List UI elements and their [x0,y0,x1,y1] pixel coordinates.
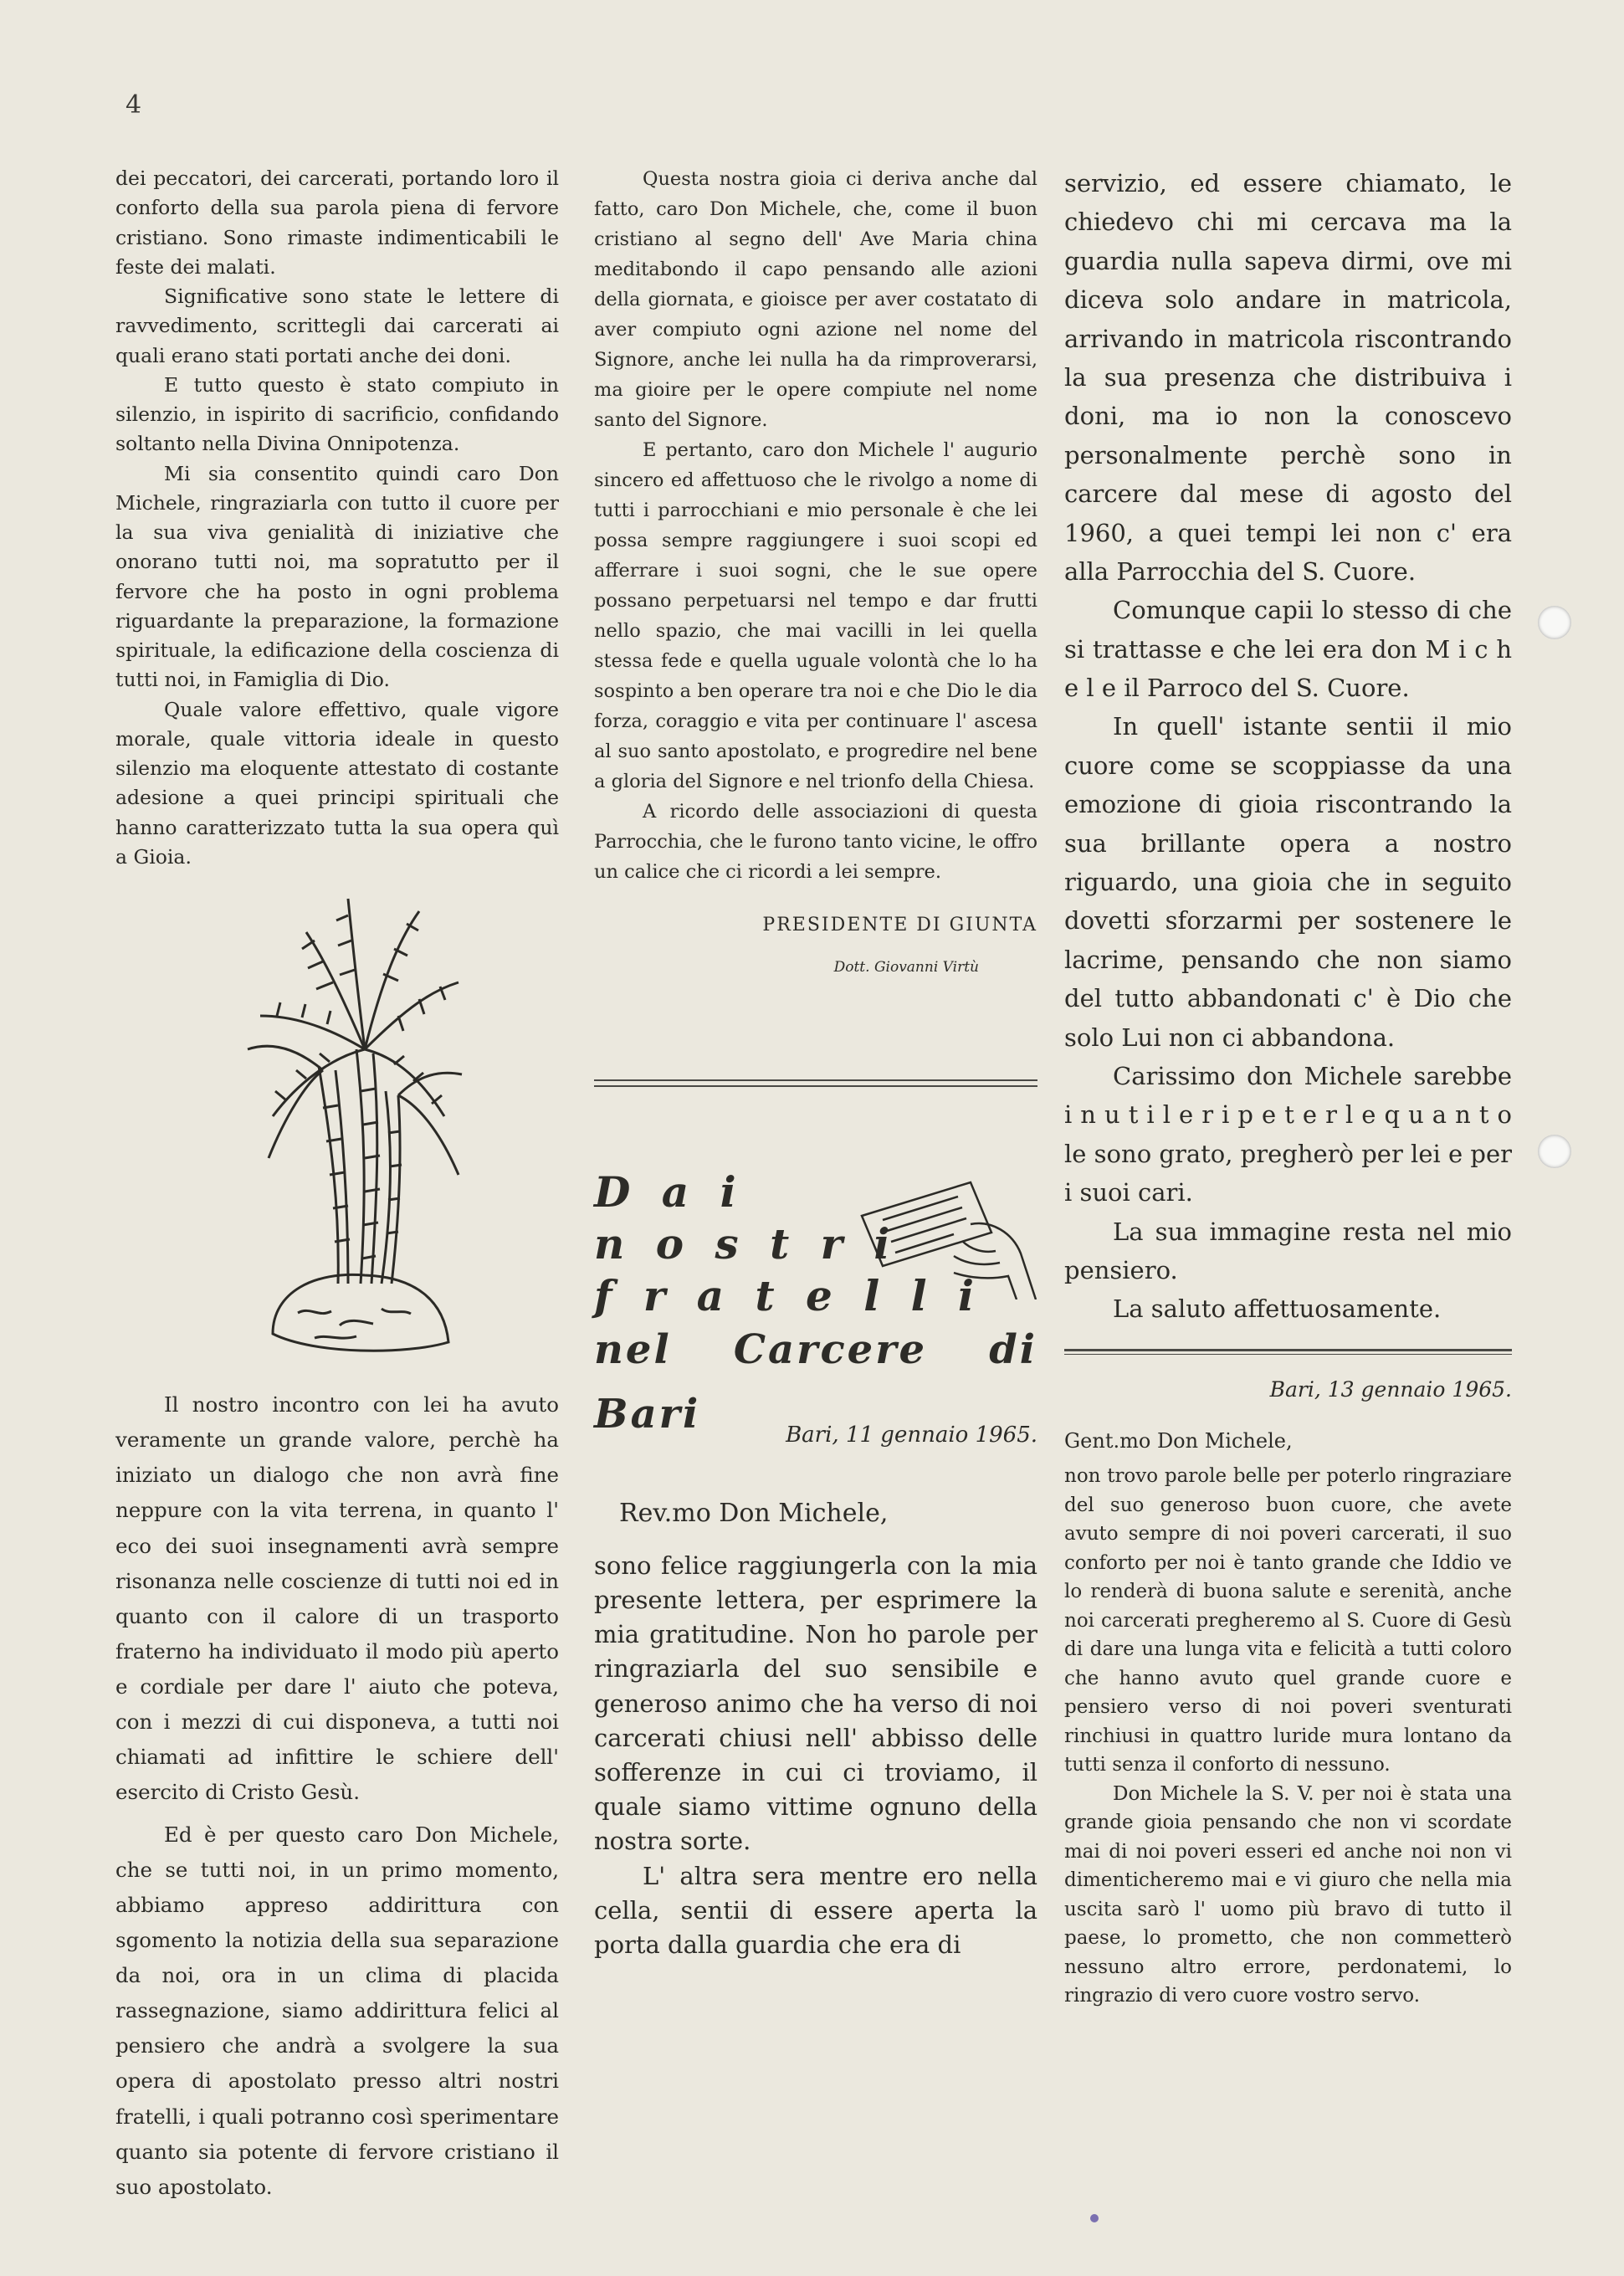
paragraph: In quell' istante sentii il mio cuore come se scoppiasse da una emozione di gioia riscontrando la sua brillante opera a nostro riguardo, una gioia che in seguito dovetti sforzarmi per sostenere le lacrime, pensando che non siamo del tutto abbandonati c' è Dio che solo Lui non ci abbandona. [1064,712,1512,1052]
paragraph: E pertanto, caro don Michele l' augurio sincero ed affettuoso che le rivolgo a nome di tutti i parrocchiani e mio personale è che lei possa sempre raggiungere i suoi scopi ed afferrare i suoi sogni, che le sue opere possano perpetuarsi nel tempo e dar frutti nello spazio, che mai vacilli in lei quella stessa fede e quella uguale volontà che lo ha sospinto a ben operare tra noi e che Dio le dia forza, coraggio e vita per continuare l' ascesa al suo santo apostolato, e progredire nel bene a gloria del Signore e nel trionfo della Chiesa. [594,439,1037,792]
letter-date: Bari, 13 gennaio 1965. [1269,1376,1512,1402]
signature-title: PRESIDENTE DI GIUNTA [762,915,1037,936]
middle-column [594,164,1037,1962]
ink-dot [1090,2214,1099,2222]
paragraph: dei peccatori, dei carcerati, portando loro il conforto della sua parola piena di fervore cristiano. Sono rimaste indimenticabili le feste dei malati. [115,167,559,279]
palm-tree-illustration-icon [239,890,465,1359]
paragraph: Quale valore effettivo, quale vigore morale, quale vittoria ideale in questo silenzio ma eloquente attestato di costante adesione a quei principi spirituali che hanno caratterizzato tutta la sua opera quì a Gioia. [115,697,559,869]
paragraph: E tutto questo è stato compiuto in silenzio, in ispirito di sacrificio, confidando soltanto nella Divina Onnipotenza. [115,372,559,456]
letter-closing: La saluto affettuosamente. [1113,1294,1442,1324]
paragraph: Comunque capii lo stesso di che si trattasse e che lei era don M i c h e l e il Parroco del S. Cuore. [1064,596,1512,703]
heading-line: D a i [594,1167,745,1217]
paragraph: Significative sono state le lettere di ravvedimento, scrittegli dai carcerati ai quali erano stati portati anche dei doni. [115,284,559,367]
page-number: 4 [126,90,142,120]
paragraph: servizio, ed essere chiamato, le chiedevo chi mi cercava ma la guardia nulla sapeva dirmi, ove mi diceva solo andare in matricola, arrivando in matricola riscontrando la sua presenza che distribuiva i doni, ma io non la conoscevo personalmente perchè sono in carcere dal mese di agosto del 1960, a quei tempi lei non c' era alla Parrocchia del S. Cuore. [1064,169,1512,586]
left-column [115,164,559,2205]
paragraph: Questa nostra gioia ci deriva anche dal fatto, caro Don Michele, che, come il buon cristiano al segno dell' Ave Maria china meditabondo il capo pensando alle azioni della giornata, e gioisce per aver costatato di aver compiuto ogni azione nel nome del Signore, anche lei nulla ha da rimproverarsi, ma gioire per le opere compiute nel nome santo del Signore. [594,168,1037,431]
letter-divider [1064,1354,1512,1355]
letter-salutation: Gent.mo Don Michele, [1064,1428,1293,1453]
paragraph: Don Michele la S. V. per noi è stata una grande gioia pensando che non vi scordate mai di noi poveri esseri ed anche noi non vi dimenticheremo mai e vi giuro che nella mia uscita sarò l' uomo più bravo di tutto il paese, lo prometto, che non commetterò nessuno altro errore, perdonatemi, lo ringrazio di vero cuore vostro servo. [1064,1782,1512,2007]
signature-name: Dott. Giovanni Virtù [833,959,979,977]
letter-divider [1064,1349,1512,1351]
paragraph: non trovo parole belle per poterlo ringraziare del suo generoso buon cuore, che avete avuto sempre di noi poveri carcerati, il suo conforto per noi è tanto grande che Iddio ve lo renderà di buona salute e serenità, anche noi carcerati pregheremo al S. Cuore di Gesù di dare una lunga vita e felicità a tutti coloro che hanno avuto quel grande cuore e pensiero verso di noi poveri sventurati rinchiusi in quattro luride mura lontano da tutti senza il conforto di nessuno. [1064,1465,1512,1776]
paragraph: La sua immagine resta nel mio pensiero. [1064,1217,1512,1284]
paragraph: Carissimo don Michele sarebbe i n u t i l e r i p e t e r l e q u a n t o le sono grato, pregherò per lei e per i suoi cari. [1064,1061,1512,1207]
letter-date: Bari, 11 gennaio 1965. [786,1422,1037,1448]
punch-hole [1538,1135,1571,1168]
paragraph: A ricordo delle associazioni di questa Parrocchia, che le furono tanto vicine, le offro un calice che ci ricordi a lei sempre. [594,801,1037,883]
paragraph: L' altra sera mentre ero nella cella, sentii di essere aperta la porta dalla guardia che era di [594,1861,1037,1959]
paragraph: Mi sia consentito quindi caro Don Michele, ringraziarla con tutto il cuore per la sua viva genialità di iniziative che onorano tutti noi, ma sopratutto per il fervore che ha posto in ogni problema riguardante la preparazione, la formazione spirituale, la edificazione della coscienza di tutti noi, in Famiglia di Dio. [115,461,559,692]
heading-line: nel Carcere di Bari [594,1326,1037,1438]
right-column [1064,164,1512,2011]
paragraph: Ed è per questo caro Don Michele, che se tutti noi, in un primo momento, abbiamo appreso addirittura con sgomento la notizia della sua separazione da noi, ora in un clima di placida rassegnazione, siamo addirittura felici al pensiero che andrà a svolgere la sua opera di apostolato presso altri nostri fratelli, i quali potranno così sperimentare quanto sia potente di fervore cristiano il suo apostolato. [115,1822,559,2199]
paragraph: Il nostro incontro con lei ha avuto veramente un grande valore, perchè ha iniziato un dialogo che non avrà fine neppure con la vita terrena, in quanto l' eco dei suoi insegnamenti avrà sempre risonanza nelle coscienze di tutti noi ed in quanto con il calore di un trasporto fraterno ha individuato il modo più aperto e cordiale per dare l' aiuto che poteva, con i mezzi di cui disponeva, a tutti noi chiamati ad infittire le schiere dell' esercito di Cristo Gesù. [115,1392,559,1805]
punch-hole [1538,606,1571,639]
hand-holding-letter-icon [845,1174,1037,1299]
paragraph: sono felice raggiungerla con la mia presente lettera, per esprimere la mia gratitudine. Non ho parole per ringraziarla del suo sensibile e generoso animo che ha verso di noi carcerati chiusi nell' abbisso delle sofferenze in cui ci troviamo, il quale siamo vittime ognuno della nostra sorte. [594,1551,1037,1856]
heading-line: n o s t r i [594,1219,899,1269]
section-divider [594,1079,1037,1087]
heading-line: f r a t e l l i [594,1271,982,1321]
letter-salutation: Rev.mo Don Michele, [619,1498,889,1528]
